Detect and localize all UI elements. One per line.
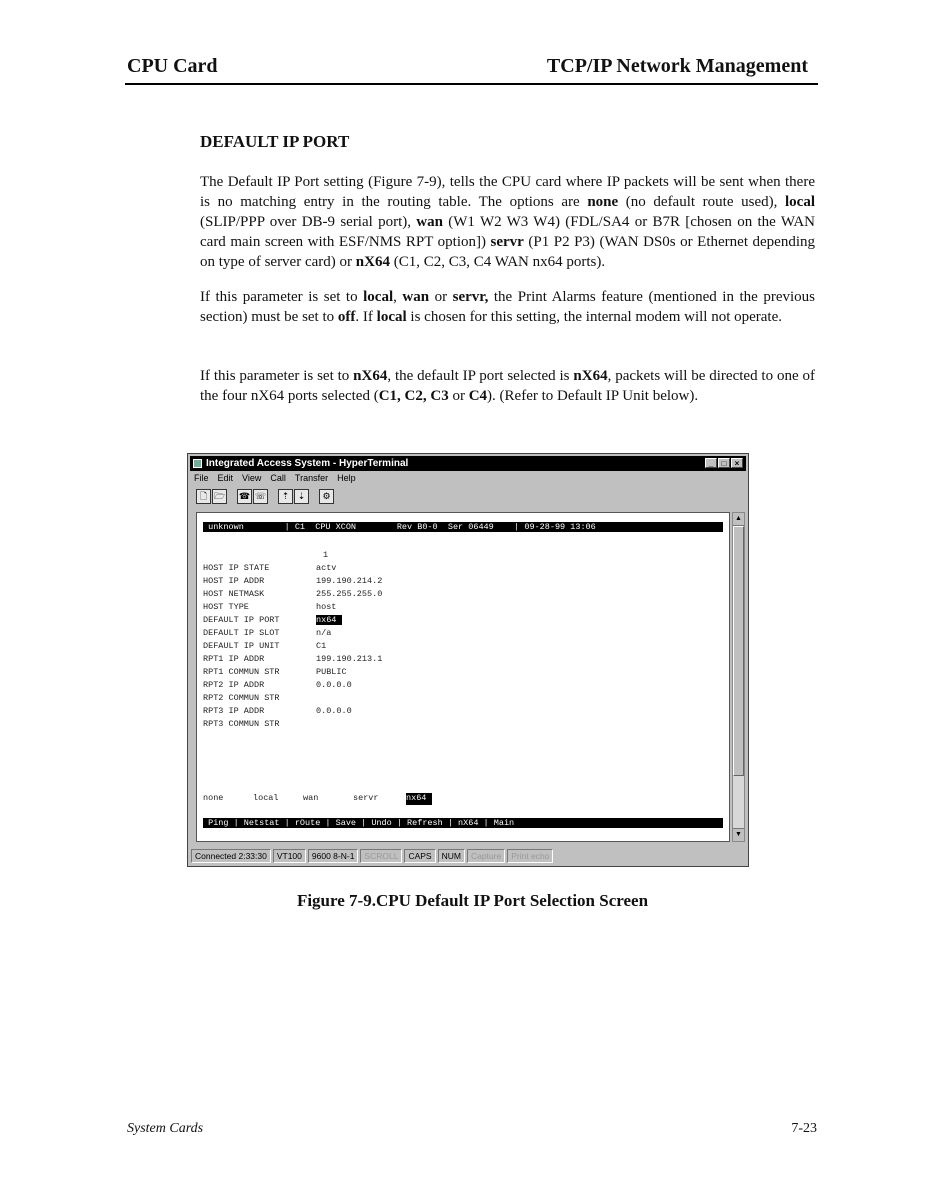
maximize-button[interactable]: □	[718, 458, 730, 468]
status-print-echo: Print echo	[507, 849, 553, 863]
page-number: 7-23	[791, 1121, 817, 1136]
status-emulation: VT100	[273, 849, 306, 863]
text-run: (W1 W2 W3 W4) (FDL/SA4 or B7R [chosen on the WAN card main screen with ESF/NMS RPT option])	[200, 214, 815, 250]
window-title: Integrated Access System - HyperTerminal	[206, 458, 409, 469]
hyperterminal-icon	[193, 459, 202, 468]
text-run: wan	[416, 214, 443, 230]
field-label: RPT3 COMMUN STR	[203, 719, 280, 729]
status-bar	[191, 849, 745, 863]
text-run: wan	[402, 289, 430, 305]
menu-call[interactable]: Call	[270, 473, 286, 483]
field-value[interactable]: n/a	[316, 628, 332, 638]
field-value[interactable]: 199.190.213.1	[316, 654, 383, 664]
field-label: HOST TYPE	[203, 602, 249, 612]
text-run: . If	[355, 309, 377, 325]
text-run: or	[448, 388, 469, 404]
text-run: (SLIP/PPP over DB-9 serial port),	[200, 214, 417, 230]
text-run: C4	[468, 388, 488, 404]
status-scroll: SCROLL	[360, 849, 402, 863]
field-label: HOST IP STATE	[203, 563, 270, 573]
field-value[interactable]: actv	[316, 563, 337, 573]
section-title: DEFAULT IP PORT	[200, 132, 350, 151]
text-run: ,	[393, 289, 403, 305]
field-label: RPT1 IP ADDR	[203, 654, 265, 664]
terminal-header-line: unknown | C1 CPU XCON Rev B0-0 Ser 06449 | 09-28-99 13:06	[203, 522, 723, 532]
footer-left: System Cards	[127, 1121, 204, 1136]
figure-caption: Figure 7-9.CPU Default IP Port Selection Screen	[296, 891, 649, 910]
field-label: DEFAULT IP UNIT	[203, 641, 280, 651]
send-icon[interactable]: ⇡	[278, 489, 293, 504]
text-run: is chosen for this setting, the internal modem will not operate.	[406, 309, 782, 325]
scroll-thumb[interactable]	[733, 526, 744, 776]
text-run: , the default IP port selected is	[387, 368, 574, 384]
option-nx64-selected[interactable]: nx64	[406, 793, 432, 805]
field-label: DEFAULT IP PORT	[203, 615, 280, 625]
text-run: , packets will be directed to one of the four nX64 ports selected (	[200, 368, 815, 404]
field-value[interactable]: 199.190.214.2	[316, 576, 383, 586]
hyperterminal-window	[187, 453, 749, 867]
text-run: nX64	[573, 368, 608, 384]
header-rule	[125, 83, 818, 85]
status-caps: CAPS	[404, 849, 435, 863]
status-connected: Connected 2:33:30	[191, 849, 271, 863]
menu-edit[interactable]: Edit	[217, 473, 234, 483]
text-run: If this parameter is set to	[200, 368, 354, 384]
terminal-screen[interactable]	[196, 512, 730, 842]
field-value[interactable]: 255.255.255.0	[316, 589, 383, 599]
window-titlebar[interactable]	[190, 456, 746, 471]
text-run: The Default IP Port setting (Figure 7-9), tells the CPU card where IP packets will be sent when there is no matching entry in the routing table. The options are	[200, 174, 815, 210]
field-label: RPT1 COMMUN STR	[203, 667, 280, 677]
status-num: NUM	[438, 849, 465, 863]
text-run: off	[337, 309, 356, 325]
toolbar	[196, 489, 342, 504]
text-run: or	[429, 289, 453, 305]
menu-bar	[194, 473, 356, 483]
text-run: If this parameter is set to	[200, 289, 364, 305]
field-value[interactable]: 0.0.0.0	[316, 680, 352, 690]
field-label: RPT2 IP ADDR	[203, 680, 265, 690]
field-label: HOST IP ADDR	[203, 576, 265, 586]
text-run: (C1, C2, C3, C4 WAN nx64 ports).	[389, 254, 606, 270]
menu-help[interactable]: Help	[337, 473, 356, 483]
option-none[interactable]: none	[203, 793, 224, 803]
header-chapter: CPU Card	[127, 55, 218, 77]
field-value[interactable]: PUBLIC	[316, 667, 347, 677]
option-wan[interactable]: wan	[303, 793, 319, 803]
paragraph-local-note	[200, 287, 815, 327]
field-value[interactable]: host	[316, 602, 337, 612]
text-run: (P1 P2 P3) (WAN DS0s or Ethernet depending on type of server card) or	[200, 234, 815, 270]
option-local[interactable]: local	[253, 793, 279, 803]
text-run: servr,	[452, 289, 489, 305]
call-icon[interactable]: ☎	[237, 489, 252, 504]
field-label: RPT3 IP ADDR	[203, 706, 265, 716]
text-run: the Print Alarms feature (mentioned in the previous section) must be set to	[200, 289, 815, 325]
text-run: ). (Refer to Default IP Unit below).	[487, 388, 699, 404]
command-bar[interactable]: Ping | Netstat | rOute | Save | Undo | Refresh | nX64 | Main	[203, 818, 723, 828]
header-section: TCP/IP Network Management	[546, 55, 808, 77]
scroll-up-arrow-icon[interactable]: ▲	[733, 513, 744, 526]
text-run: C1, C2, C3	[378, 388, 449, 404]
field-value-selected[interactable]: nx64	[316, 615, 342, 625]
text-run: nX64	[353, 368, 388, 384]
text-run: none	[587, 194, 619, 210]
text-run: (no default route used),	[618, 194, 785, 210]
open-icon[interactable]: 🗁	[212, 489, 227, 504]
status-port-settings: 9600 8-N-1	[308, 849, 359, 863]
properties-icon[interactable]: ⚙	[319, 489, 334, 504]
status-capture: Capture	[467, 849, 505, 863]
option-servr[interactable]: servr	[353, 793, 379, 803]
field-label: RPT2 COMMUN STR	[203, 693, 280, 703]
menu-transfer[interactable]: Transfer	[294, 473, 329, 483]
receive-icon[interactable]: ⇣	[294, 489, 309, 504]
text-run: local	[363, 289, 394, 305]
paragraph-nx64-note	[200, 366, 815, 406]
field-value[interactable]: C1	[316, 641, 327, 651]
field-label: DEFAULT IP SLOT	[203, 628, 280, 638]
paragraph-options	[200, 172, 815, 272]
menu-view[interactable]: View	[242, 473, 262, 483]
text-run: local	[785, 194, 815, 210]
vertical-scrollbar[interactable]	[732, 512, 745, 842]
scroll-down-arrow-icon[interactable]: ▼	[733, 828, 744, 841]
text-run: local	[376, 309, 407, 325]
text-run: servr	[490, 234, 524, 250]
close-button[interactable]: ×	[731, 458, 743, 468]
new-connection-icon[interactable]: 🗋	[196, 489, 211, 504]
minimize-button[interactable]: _	[705, 458, 717, 468]
field-value[interactable]: 0.0.0.0	[316, 706, 352, 716]
field-label: HOST NETMASK	[203, 589, 265, 599]
column-label: 1	[323, 550, 329, 560]
text-run: nX64	[355, 254, 390, 270]
disconnect-icon[interactable]: ☏	[253, 489, 268, 504]
menu-file[interactable]: File	[194, 473, 209, 483]
